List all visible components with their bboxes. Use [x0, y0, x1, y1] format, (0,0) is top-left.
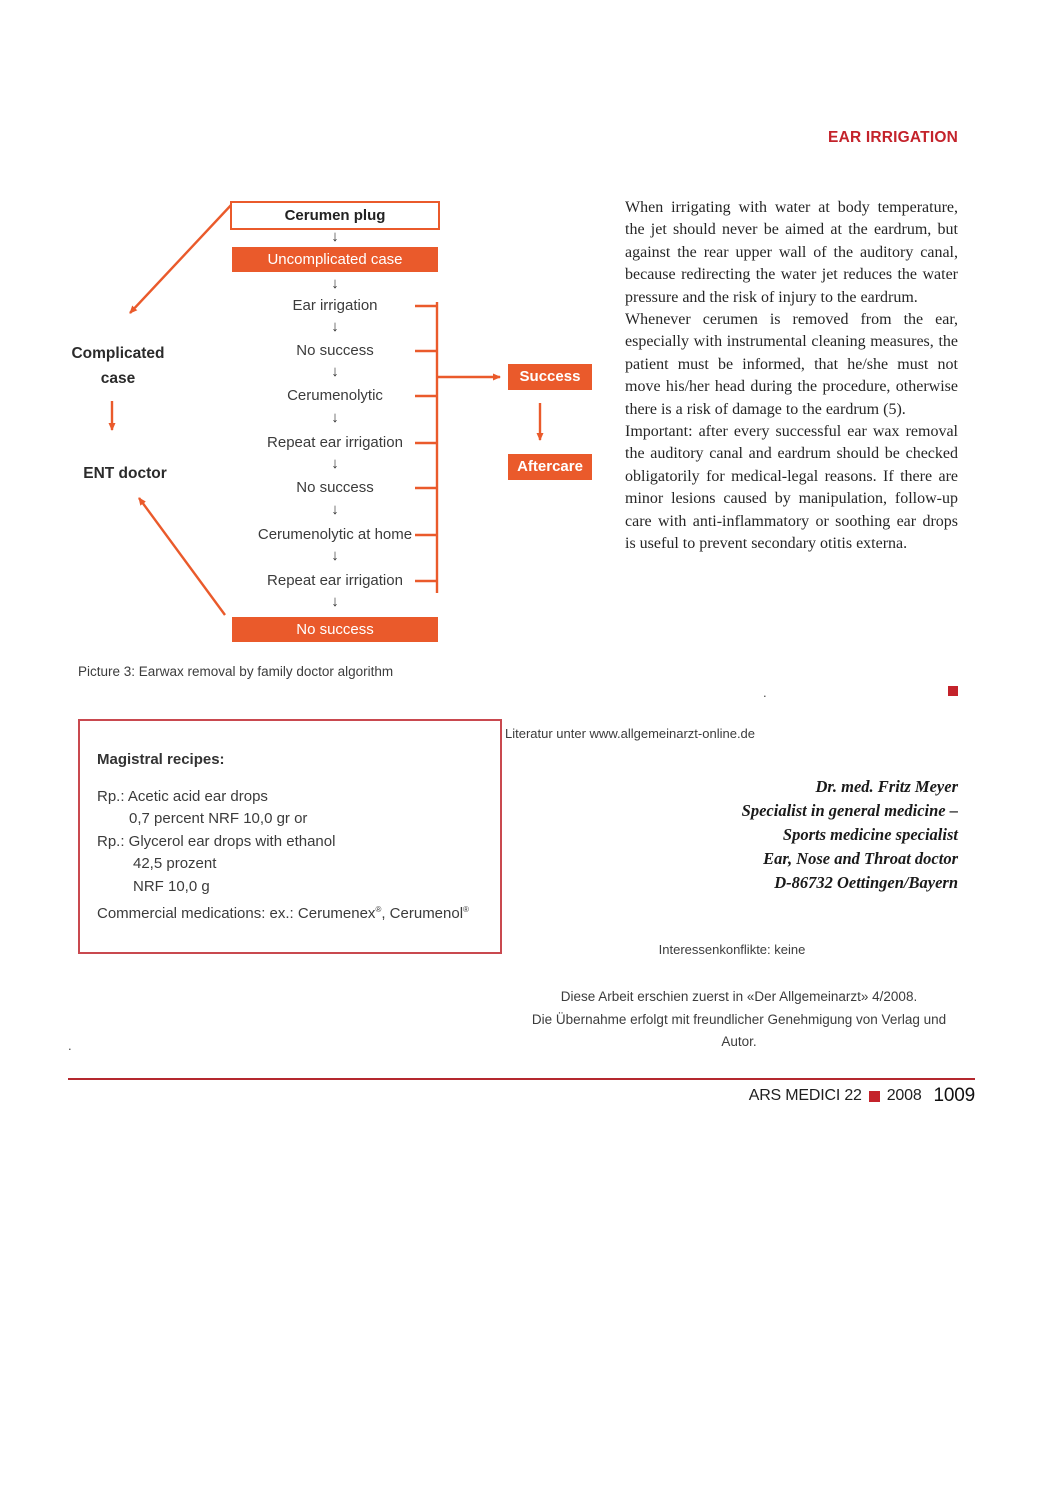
flow-label-ent-doctor: ENT doctor [83, 465, 167, 482]
author-title: Specialist in general medicine – [741, 801, 958, 820]
author-block [538, 775, 958, 895]
flow-step-cerumenolytic-at-home: Cerumenolytic at home [257, 526, 413, 543]
author-name: Dr. med. Fritz Meyer [815, 777, 958, 796]
author-title: Ear, Nose and Throat doctor [763, 849, 958, 868]
recipes-heading: Magistral recipes: [97, 751, 225, 768]
down-arrow-icon: ↓ [331, 363, 339, 380]
recipe-line: 42,5 prozent [133, 855, 217, 872]
flow-step-no-success-1: No success [296, 342, 374, 359]
credit-line: Die Übernahme erfolgt mit freundlicher Genehmigung von Verlag und Autor. [531, 1011, 947, 1049]
stray-period: . [68, 1038, 72, 1053]
recipe-line: NRF 10,0 g [133, 878, 210, 895]
credit-line: Diese Arbeit erschien zuerst in «Der Allgemeinarzt» 4/2008. [560, 989, 918, 1004]
flow-step-ear-irrigation: Ear irrigation [292, 297, 378, 314]
article-paragraph: Important: after every successful ear wax removal the auditory canal and eardrum should be checked obligatorily for medical-legal reasons. If there are minor lesions caused by manipulation, follow-up care with anti-inflammatory or soothing ear drops is useful to prevent secondary otitis externa. [625, 423, 958, 553]
flow-step-no-success-2: No success [296, 479, 374, 496]
flow-node-success: Success [508, 364, 592, 390]
down-arrow-icon: ↓ [331, 501, 339, 518]
reprint-credits [518, 986, 960, 1054]
recipe-line: Rp.: Glycerol ear drops with ethanol [97, 833, 336, 850]
down-arrow-icon: ↓ [331, 593, 339, 610]
down-arrow-icon: ↓ [331, 275, 339, 292]
article-end-marker [948, 686, 958, 696]
article-paragraph: Whenever cerumen is removed from the ear, especially with instrumental cleaning measures, the patient must be informed, that he/she must not move his/her head during the procedure, otherwise there is a risk of damage to the eardrum (5). [625, 311, 958, 418]
stray-period: . [763, 685, 767, 700]
flow-step-repeat-ear-irrigation-1: Repeat ear irrigation [267, 434, 403, 451]
recipe-line: 0,7 percent NRF 10,0 gr or [129, 810, 308, 827]
article-body [625, 197, 958, 556]
recipe-line: Rp.: Acetic acid ear drops [97, 788, 268, 805]
down-arrow-icon: ↓ [331, 547, 339, 564]
recipes-commercial-line: Commercial medications: ex.: Cerumenex®, Cerumenol® [97, 905, 469, 922]
figure-caption: Picture 3: Earwax removal by family doctor algorithm [78, 664, 394, 679]
flow-step-repeat-ear-irrigation-2: Repeat ear irrigation [267, 572, 403, 589]
flow-node-aftercare: Aftercare [508, 454, 592, 480]
journal-issue: ARS MEDICI 22 [748, 1087, 862, 1104]
journal-footer [749, 1085, 975, 1107]
flow-node-cerumen-plug: Cerumen plug [230, 201, 440, 230]
down-arrow-icon: ↓ [331, 228, 339, 245]
flow-node-uncomplicated-case: Uncomplicated case [232, 247, 438, 272]
flow-label-complicated-line2: case [100, 370, 136, 387]
literature-note: Literatur unter www.allgemeinarzt-online.de [505, 726, 756, 741]
arrow-to-ent-doctor [139, 498, 225, 615]
author-address: D-86732 Oettingen/Bayern [774, 873, 958, 892]
flow-label-complicated-case [60, 341, 176, 391]
page-title: EAR IRRIGATION [828, 129, 958, 146]
red-square-icon [869, 1091, 880, 1102]
registered-trademark-icon: ® [463, 905, 469, 914]
page-number: 1009 [933, 1085, 975, 1106]
arrow-to-complicated-case [130, 203, 233, 313]
recipes-box [78, 719, 502, 954]
conflicts-note: Interessenkonflikte: keine [658, 942, 806, 957]
footer-rule [68, 1078, 975, 1080]
flow-step-cerumenolytic: Cerumenolytic [287, 387, 383, 404]
down-arrow-icon: ↓ [331, 318, 339, 335]
down-arrow-icon: ↓ [331, 455, 339, 472]
author-title: Sports medicine specialist [782, 825, 958, 844]
journal-year: 2008 [886, 1087, 922, 1104]
registered-trademark-icon: ® [375, 905, 382, 914]
article-paragraph: When irrigating with water at body temperature, the jet should never be aimed at the eardrum, but against the rear upper wall of the auditory canal, because redirecting the water jet reduces the water pressure and the risk of injury to the eardrum. [625, 199, 958, 306]
flow-node-no-success-final: No success [232, 617, 438, 642]
flow-label-complicated-line1: Complicated [71, 345, 165, 362]
down-arrow-icon: ↓ [331, 409, 339, 426]
